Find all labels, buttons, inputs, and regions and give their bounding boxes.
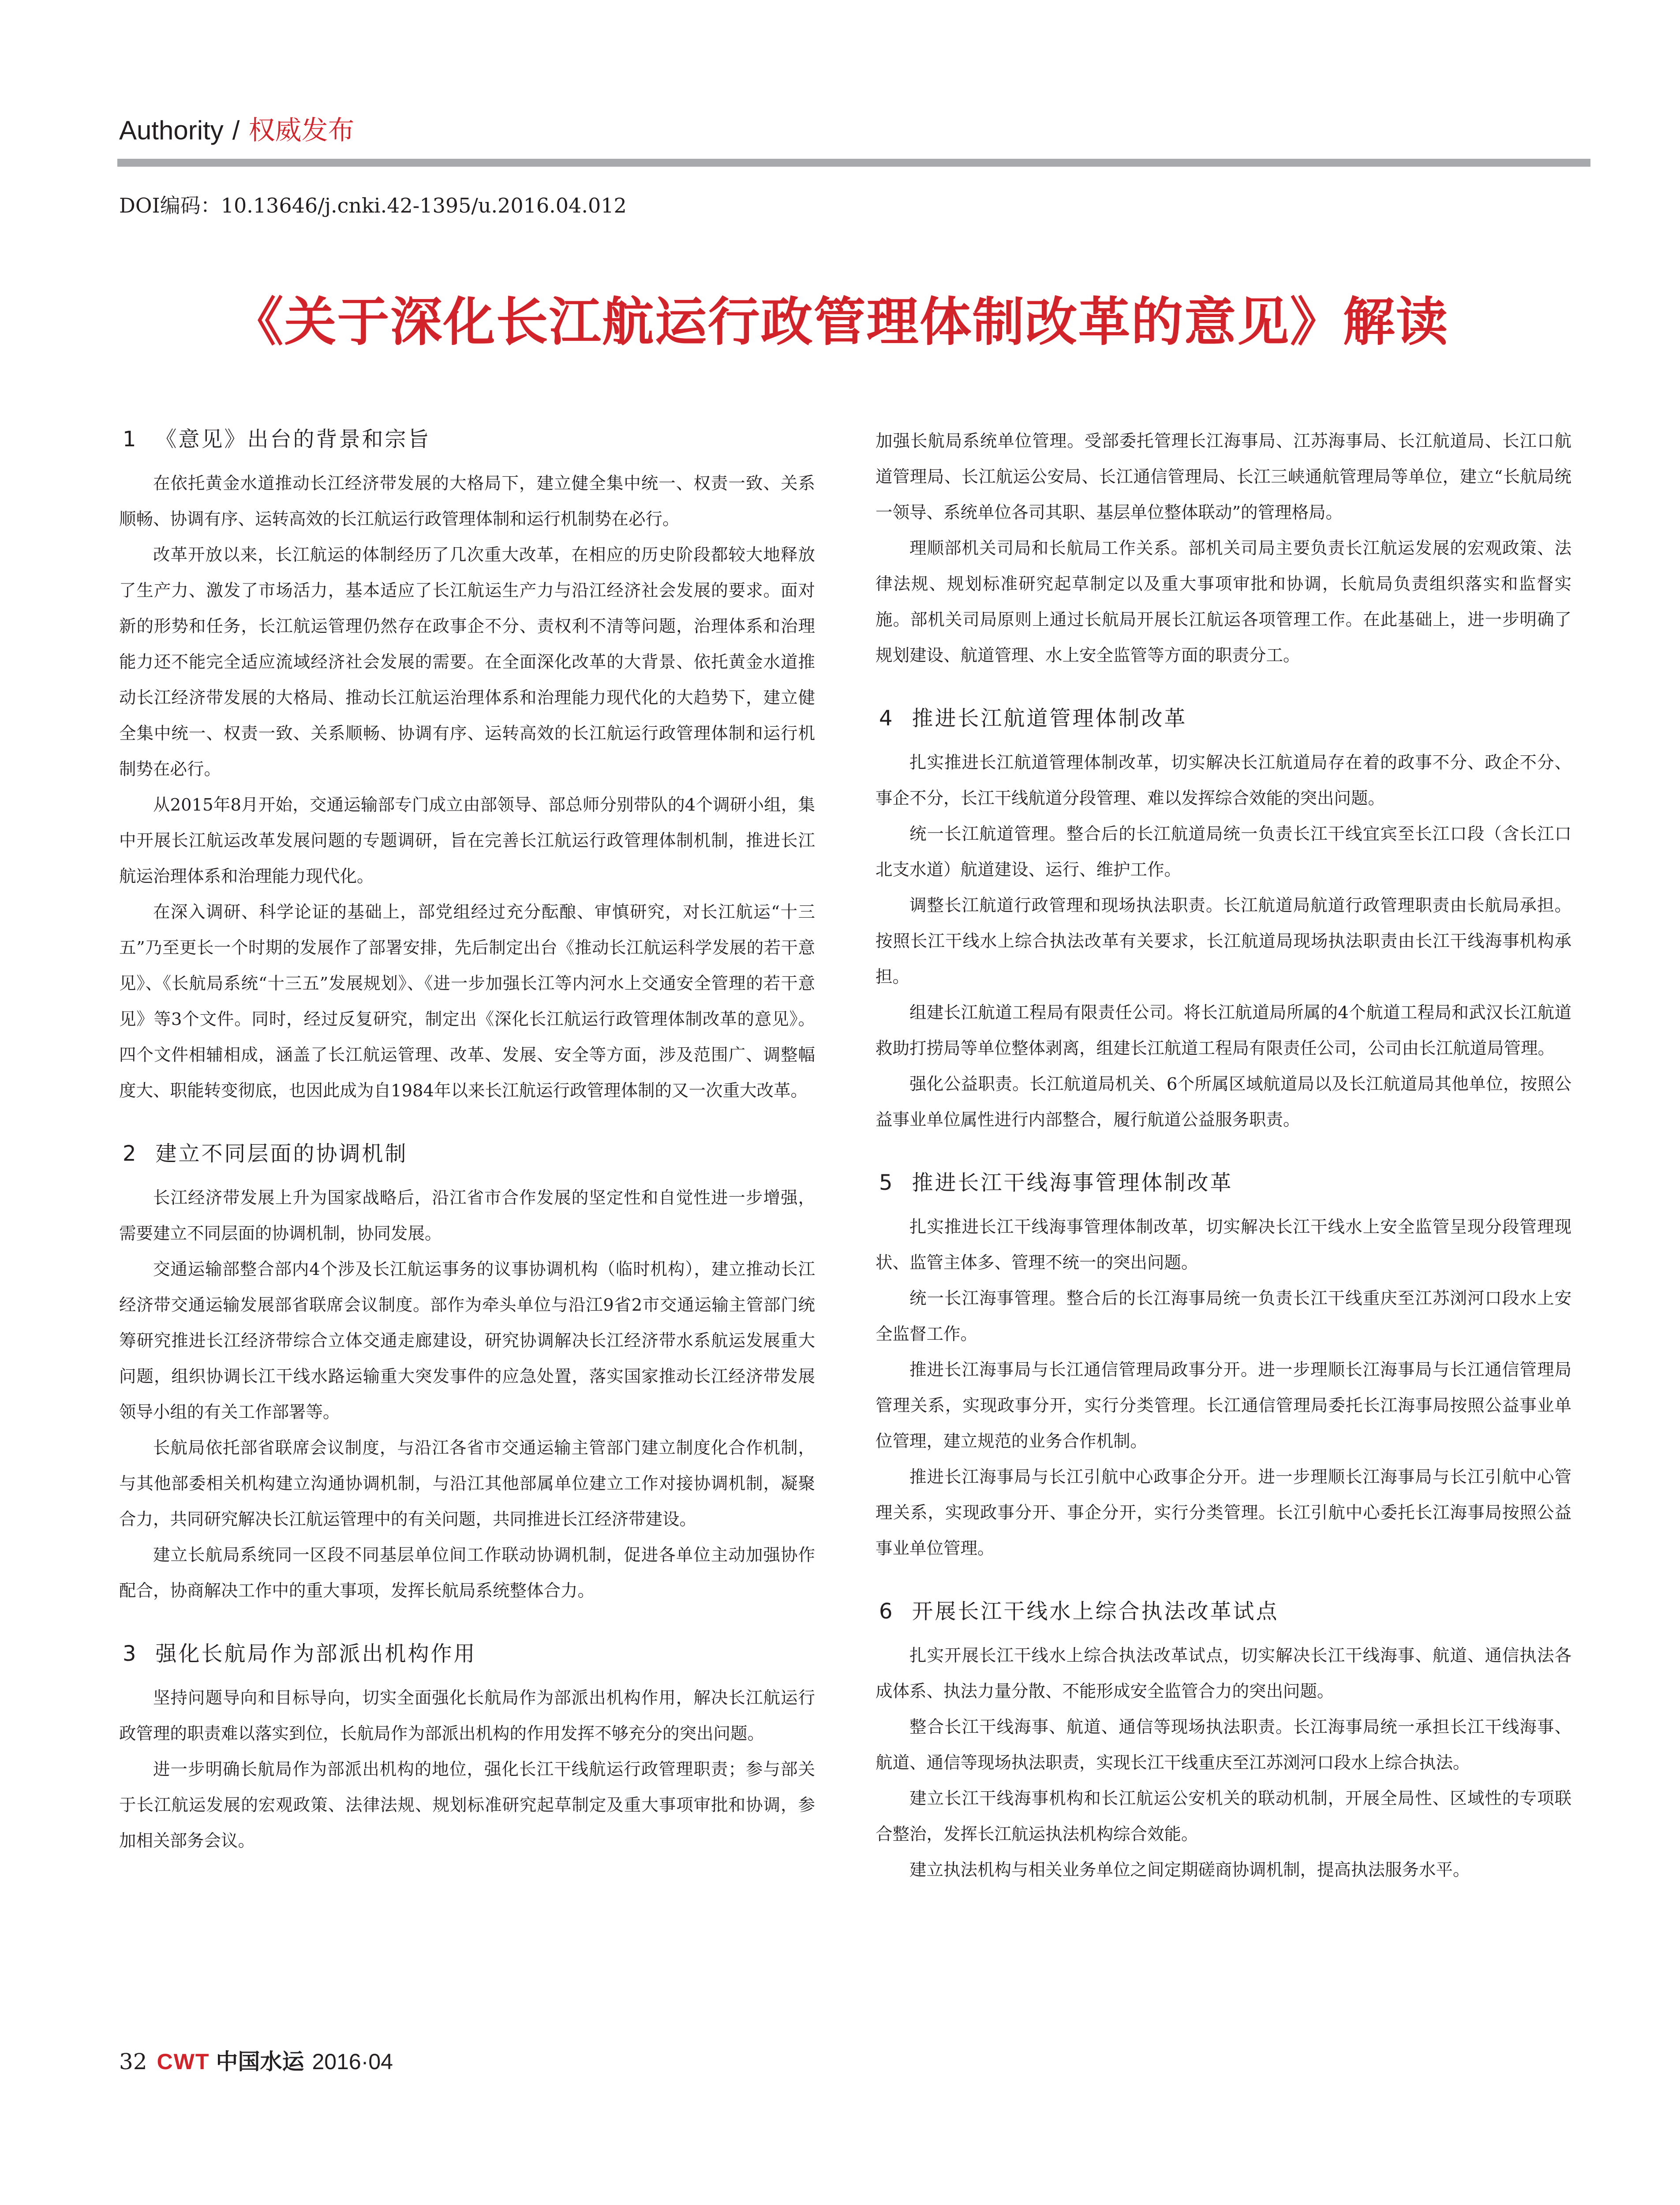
left-column (119, 423, 815, 1888)
body-paragraph: 加强长航局系统单位管理。受部委托管理长江海事局、江苏海事局、长江航道局、长江口航道管理局、长江航运公安局、长江通信管理局、长江三峡通航管理局等单位，建立“长航局统一领导、系统单位各司其职、基层单位整体联动”的管理格局。 (876, 431, 1571, 523)
body-paragraph: 推进长江海事局与长江引航中心政事企分开。进一步理顺长江海事局与长江引航中心管理关系，实现政事分开、事企分开，实行分类管理。长江引航中心委托长江海事局按照公益事业单位管理。 (876, 1467, 1571, 1558)
page-number: 32 (119, 2049, 147, 2074)
body-paragraph: 交通运输部整合部内4个涉及长江航运事务的议事协调机构（临时机构），建立推动长江经济带交通运输发展部省联席会议制度。部作为牵头单位与沿江9省2市交通运输主管部门统筹研究推进长江经济带综合立体交通走廊建设，研究协调解决长江经济带水系航运发展重大问题，组织协调长江干线水路运输重大突发事件的应急处置，落实国家推动长江经济带发展领导小组的有关工作部署等。 (119, 1259, 815, 1422)
header-chinese: 权威发布 (248, 116, 355, 145)
section-heading (123, 1638, 815, 1670)
section-number: 3 (123, 1641, 138, 1666)
section-title: 开展长江干线水上综合执法改革试点 (912, 1599, 1279, 1624)
section-number: 6 (879, 1599, 894, 1624)
header-english: Authority (119, 116, 224, 145)
article-title: 《关于深化长江航运行政管理体制改革的意见》解读 (231, 291, 1449, 352)
body-paragraph: 在依托黄金水道推动长江经济带发展的大格局下，建立健全集中统一、权责一致、关系顺畅、协调有序、运转高效的长江航运行政管理体制和运行机制势在必行。 (119, 474, 815, 529)
section-title: 《意见》出台的背景和宗旨 (155, 427, 431, 452)
running-header (119, 109, 354, 147)
section-number: 1 (123, 427, 138, 452)
body-paragraph: 调整长江航道行政管理和现场执法职责。长江航道局航道行政管理职责由长航局承担。按照长江干线水上综合执法改革有关要求，长江航道局现场执法职责由长江干线海事机构承担。 (876, 896, 1571, 987)
body-paragraph: 在深入调研、科学论证的基础上，部党组经过充分酝酿、审慎研究，对长江航运“十三五”乃至更长一个时期的发展作了部署安排，先后制定出台《推动长江航运科学发展的若干意见》、《长航局系统“十三五”发展规划》、《进一步加强长江等内河水上交通安全管理的若干意见》等3个文件。同时，经过反复研究，制定出《深化长江航运行政管理体制改革的意见》。四个文件相辅相成，涵盖了长江航运管理、改革、发展、安全等方面，涉及范围广、调整幅度大、职能转变彻底，也因此成为自1984年以来长江航运行政管理体制的又一次重大改革。 (119, 902, 815, 1101)
body-paragraph: 整合长江干线海事、航道、通信等现场执法职责。长江海事局统一承担长江干线海事、航道、通信等现场执法职责，实现长江干线重庆至江苏浏河口段水上综合执法。 (876, 1717, 1571, 1773)
body-paragraph: 建立执法机构与相关业务单位之间定期磋商协调机制，提高执法服务水平。 (909, 1860, 1470, 1880)
section (876, 1596, 1571, 1888)
body-paragraph: 扎实开展长江干线水上综合执法改革试点，切实解决长江干线海事、航道、通信执法各成体系、执法力量分散、不能形成安全监管合力的突出问题。 (876, 1646, 1571, 1701)
magazine-name: 中国水运 (216, 2049, 304, 2074)
cwt-logo: CWT (157, 2049, 210, 2074)
section (119, 423, 815, 1109)
section (119, 1638, 815, 1859)
section-title: 推进长江航道管理体制改革 (912, 706, 1187, 731)
body-paragraph: 扎实推进长江干线海事管理体制改革，切实解决长江干线水上安全监管呈现分段管理现状、监管主体多、管理不统一的突出问题。 (876, 1217, 1571, 1273)
body-paragraph: 长航局依托部省联席会议制度，与沿江各省市交通运输主管部门建立制度化合作机制，与其他部委相关机构建立沟通协调机制，与沿江其他部属单位建立工作对接协调机制，凝聚合力，共同研究解决长江航运管理中的有关问题，共同推进长江经济带建设。 (119, 1438, 815, 1529)
body-paragraph: 组建长江航道工程局有限责任公司。将长江航道局所属的4个航道工程局和武汉长江航道救助打捞局等单位整体剥离，组建长江航道工程局有限责任公司，公司由长江航道局管理。 (876, 1003, 1571, 1058)
section-heading (123, 423, 815, 455)
section (876, 423, 1571, 673)
section-number: 2 (123, 1141, 138, 1166)
section (119, 1138, 815, 1609)
section-heading (123, 1138, 815, 1170)
header-slash: / (232, 116, 240, 145)
section-number: 4 (879, 706, 894, 731)
body-paragraph: 长江经济带发展上升为国家战略后，沿江省市合作发展的坚定性和自觉性进一步增强，需要建立不同层面的协调机制，协同发展。 (119, 1188, 815, 1244)
section-title: 建立不同层面的协调机制 (155, 1141, 408, 1166)
body-paragraph: 扎实推进长江航道管理体制改革，切实解决长江航道局存在着的政事不分、政企不分、事企不分，长江干线航道分段管理、难以发挥综合效能的突出问题。 (876, 753, 1571, 808)
body-paragraph: 建立长江干线海事机构和长江航运公安机关的联动机制，开展全局性、区域性的专项联合整治，发挥长江航运执法机构综合效能。 (876, 1789, 1571, 1844)
section-number: 5 (879, 1170, 894, 1195)
issue-number: 2016·04 (312, 2049, 393, 2074)
body-paragraph: 推进长江海事局与长江通信管理局政事分开。进一步理顺长江海事局与长江通信管理局管理关系，实现政事分开，实行分类管理。长江通信管理局委托长江海事局按照公益事业单位管理，建立规范的业务合作机制。 (876, 1360, 1571, 1451)
body-paragraph: 统一长江海事管理。整合后的长江海事局统一负责长江干线重庆至江苏浏河口段水上安全监督工作。 (876, 1289, 1571, 1344)
section-heading (879, 703, 1571, 734)
body-paragraph: 从2015年8月开始，交通运输部专门成立由部领导、部总师分别带队的4个调研小组，集中开展长江航运改革发展问题的专题调研，旨在完善长江航运行政管理体制机制，推进长江航运治理体系和治理能力现代化。 (119, 795, 815, 886)
section (876, 1167, 1571, 1566)
page-footer (119, 2044, 393, 2076)
body-paragraph: 强化公益职责。长江航道局机关、6个所属区域航道局以及长江航道局其他单位，按照公益事业单位属性进行内部整合，履行航道公益服务职责。 (876, 1074, 1571, 1130)
section-title: 强化长航局作为部派出机构作用 (155, 1641, 477, 1666)
section-title: 推进长江干线海事管理体制改革 (912, 1170, 1233, 1195)
body-paragraph: 建立长航局系统同一区段不同基层单位间工作联动协调机制，促进各单位主动加强协作配合，协商解决工作中的重大事项，发挥长航局系统整体合力。 (119, 1545, 815, 1601)
header-rule (117, 159, 1590, 167)
right-column (876, 423, 1571, 1917)
body-paragraph: 理顺部机关司局和长航局工作关系。部机关司局主要负责长江航运发展的宏观政策、法律法规、规划标准研究起草制定以及重大事项审批和协调，长航局负责组织落实和监督实施。部机关司局原则上通过长航局开展长江航运各项管理工作。在此基础上，进一步明确了规划建设、航道管理、水上安全监管等方面的职责分工。 (876, 538, 1571, 665)
body-paragraph: 统一长江航道管理。整合后的长江航道局统一负责长江干线宜宾至长江口段（含长江口北支水道）航道建设、运行、维护工作。 (876, 824, 1571, 880)
section-heading (879, 1167, 1571, 1199)
doi-line: DOI编码：10.13646/j.cnki.42-1395/u.2016.04.012 (119, 194, 627, 217)
section (876, 703, 1571, 1138)
body-paragraph: 坚持问题导向和目标导向，切实全面强化长航局作为部派出机构作用，解决长江航运行政管理的职责难以落实到位，长航局作为部派出机构的作用发挥不够充分的突出问题。 (119, 1688, 815, 1744)
body-paragraph: 进一步明确长航局作为部派出机构的地位，强化长江干线航运行政管理职责；参与部关于长江航运发展的宏观政策、法律法规、规划标准研究起草制定及重大事项审批和协调，参加相关部务会议。 (119, 1760, 815, 1851)
body-paragraph: 改革开放以来，长江航运的体制经历了几次重大改革，在相应的历史阶段都较大地释放了生产力、激发了市场活力，基本适应了长江航运生产力与沿江经济社会发展的要求。面对新的形势和任务，长江航运管理仍然存在政事企不分、责权利不清等问题，治理体系和治理能力还不能完全适应流域经济社会发展的需要。在全面深化改革的大背景、依托黄金水道推动长江经济带发展的大格局、推动长江航运治理体系和治理能力现代化的大趋势下，建立健全集中统一、权责一致、关系顺畅、协调有序、运转高效的长江航运行政管理体制和运行机制势在必行。 (119, 545, 815, 779)
section-heading (879, 1596, 1571, 1627)
